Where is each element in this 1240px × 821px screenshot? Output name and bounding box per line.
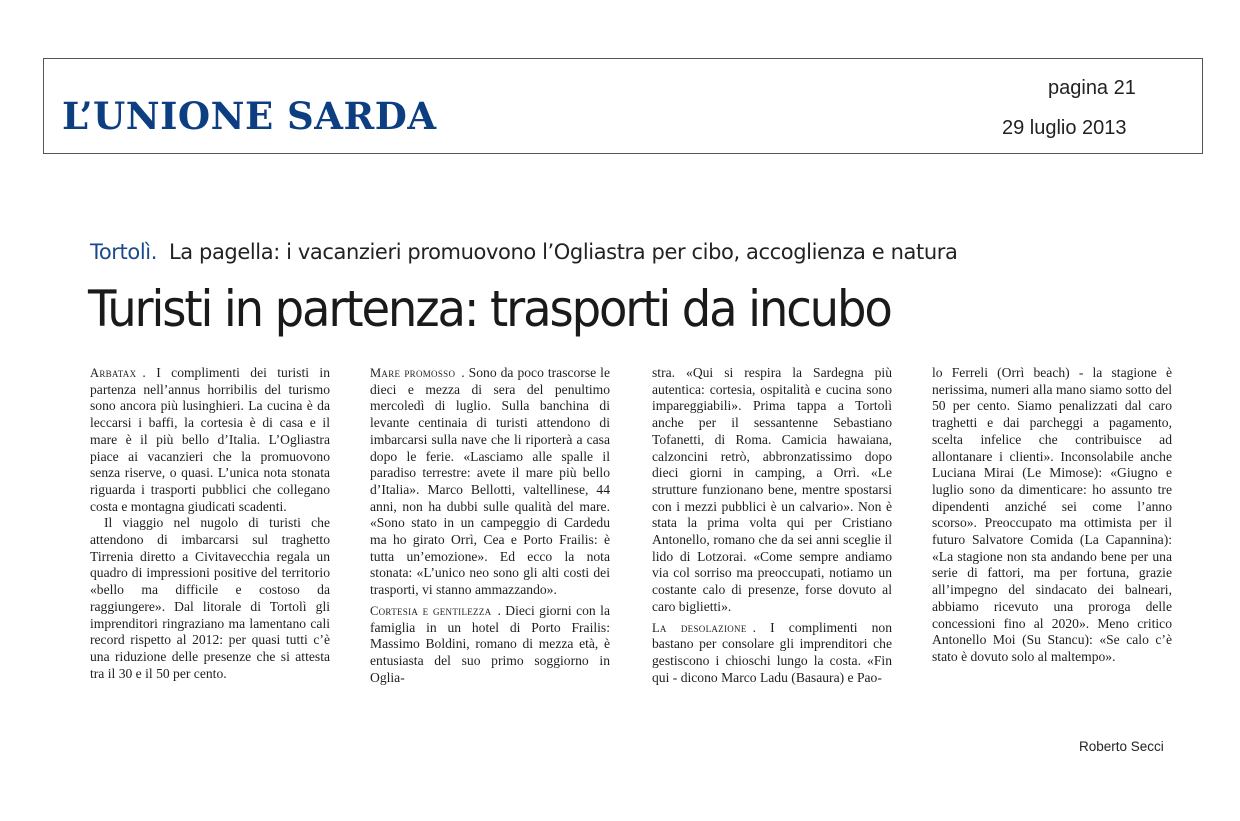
- paragraph: Il viaggio nel nugolo di turisti che attendono di imbarcarsi sul traghetto Tirrenia diretto a Civitavecchia regala un quadro di impressioni positive del territorio «bello ma difficile e costoso da raggiungere». Dal litorale di Tortolì gli imprenditori ringraziano ma lamentano cali record rispetto al 2012: per quasi tutti c’è una riduzione delle presenze che si attesta tra il 30 e il 50 per cento.: [90, 515, 330, 681]
- paragraph: [370, 365, 610, 599]
- paragraph-lead: Cortesia e gentilezza: [370, 603, 492, 618]
- article-headline: Turisti in partenza: trasporti da incubo: [88, 280, 891, 338]
- article-column-4: [932, 365, 1172, 666]
- page-number: pagina 21: [1048, 77, 1136, 99]
- paragraph: [652, 620, 892, 687]
- article-column-2: [370, 365, 610, 686]
- article-kicker: [90, 240, 957, 264]
- paragraph: [370, 603, 610, 687]
- kicker-place: Tortolì.: [90, 240, 157, 264]
- paragraph-text: . I complimenti non bastano per consolare gli imprenditori che gestiscono i chioschi lungo la costa. «Fin qui - dicono Marco Ladu (Basaura) e Pao-: [652, 619, 892, 685]
- paragraph-text: . I complimenti dei turisti in partenza nell’annus horribilis del turismo sono ancora più lusinghieri. La cucina è da leccarsi i baffi, la cortesia è di casa e il mare è il più bello d’Italia. L’Ogliastra piace ai vacanzieri che la promuovono senza riserve, o quasi. L’unica nota stonata riguarda i trasporti pubblici che collegano costa e montagna giudicati scadenti.: [90, 365, 330, 514]
- paragraph-lead: La desolazione: [652, 620, 747, 635]
- article-byline: Roberto Secci: [1079, 739, 1164, 754]
- paragraph: stra. «Qui si respira la Sardegna più autentica: cortesia, ospitalità e cucina sono impareggiabili». Prima tappa a Tortolì anche per il sessantenne Sebastiano Tofanetti, di Roma. Camicia hawaiana, calzoncini retrò, abbronzatissimo dopo dieci giorni in camping, a Orrì. «Le strutture funzionano bene, mentre spostarsi con i mezzi pubblici è un calvario». Non è stata la prima volta qui per Cristiano Antonello, romano che da sei anni sceglie il lido di Lotzorai. «Come sempre andiamo via col sorriso ma preoccupati, notiamo un costante calo di presenze, forse dovuto al caro biglietti».: [652, 365, 892, 614]
- masthead: [43, 58, 1203, 154]
- paragraph: lo Ferreli (Orrì beach) - la stagione è nerissima, numeri alla mano siamo sotto del 50 per cento. Siamo penalizzati dal caro traghetti e dai parcheggi a pagamento, scelta infelice che contribuisce ad allontanare i clienti». Inconsolabile anche Luciana Mirai (Le Mimose): «Giugno e luglio sono da dimenticare: ho assunto tre dipendenti anziché sei come l’anno scorso». Preoccupato ma ottimista per il futuro Salvatore Comida (La Capannina): «La stagione non sta andando bene per una serie di fattori, ma per fortuna, grazie all’impegno del sindacato dei balneari, abbiamo ricevuto una proroga delle concessioni fino al 2020». Meno critico Antonello Moi (Su Stancu): «Se calo c’è stato è dovuto solo al maltempo».: [932, 365, 1172, 664]
- kicker-text: La pagella: i vacanzieri promuovono l’Ogliastra per cibo, accoglienza e natura: [168, 240, 958, 264]
- paragraph-text: . Dieci giorni con la famiglia in un hotel di Porto Frailis: Massimo Boldini, romano di mezza età, è entusiasta del suo primo soggiorno in Oglia-: [370, 602, 610, 685]
- article-column-3: [652, 365, 892, 686]
- paragraph-lead: Arbatax: [90, 366, 137, 380]
- paragraph-text: . Sono da poco trascorse le dieci e mezza di sera del penultimo mercoledì di luglio. Sulla banchina di levante centinaia di turisti attendono di imbarcarsi sulla nave che li riporterà a casa dopo le ferie. «Lasciamo alle spalle il paradiso terrestre: avete il mare più bello d’Italia». Marco Bellotti, valtellinese, 44 anni, non ha dubbi sulle qualità del mare. «Sono stato in un campeggio di Cardedu ma ho girato Orrì, Cea e Porto Frailis: è tutta un’emozione». Ed ecco la nota stonata: «L’unico neo sono gli alti costi dei trasporti, vi stanno ammazzando».: [370, 365, 610, 598]
- paragraph: [90, 365, 330, 515]
- newspaper-logo: L’UNIONE SARDA: [62, 94, 437, 138]
- paragraph-lead: Mare promosso: [370, 366, 456, 380]
- publication-date: 29 luglio 2013: [1002, 117, 1127, 139]
- article-column-1: [90, 365, 330, 682]
